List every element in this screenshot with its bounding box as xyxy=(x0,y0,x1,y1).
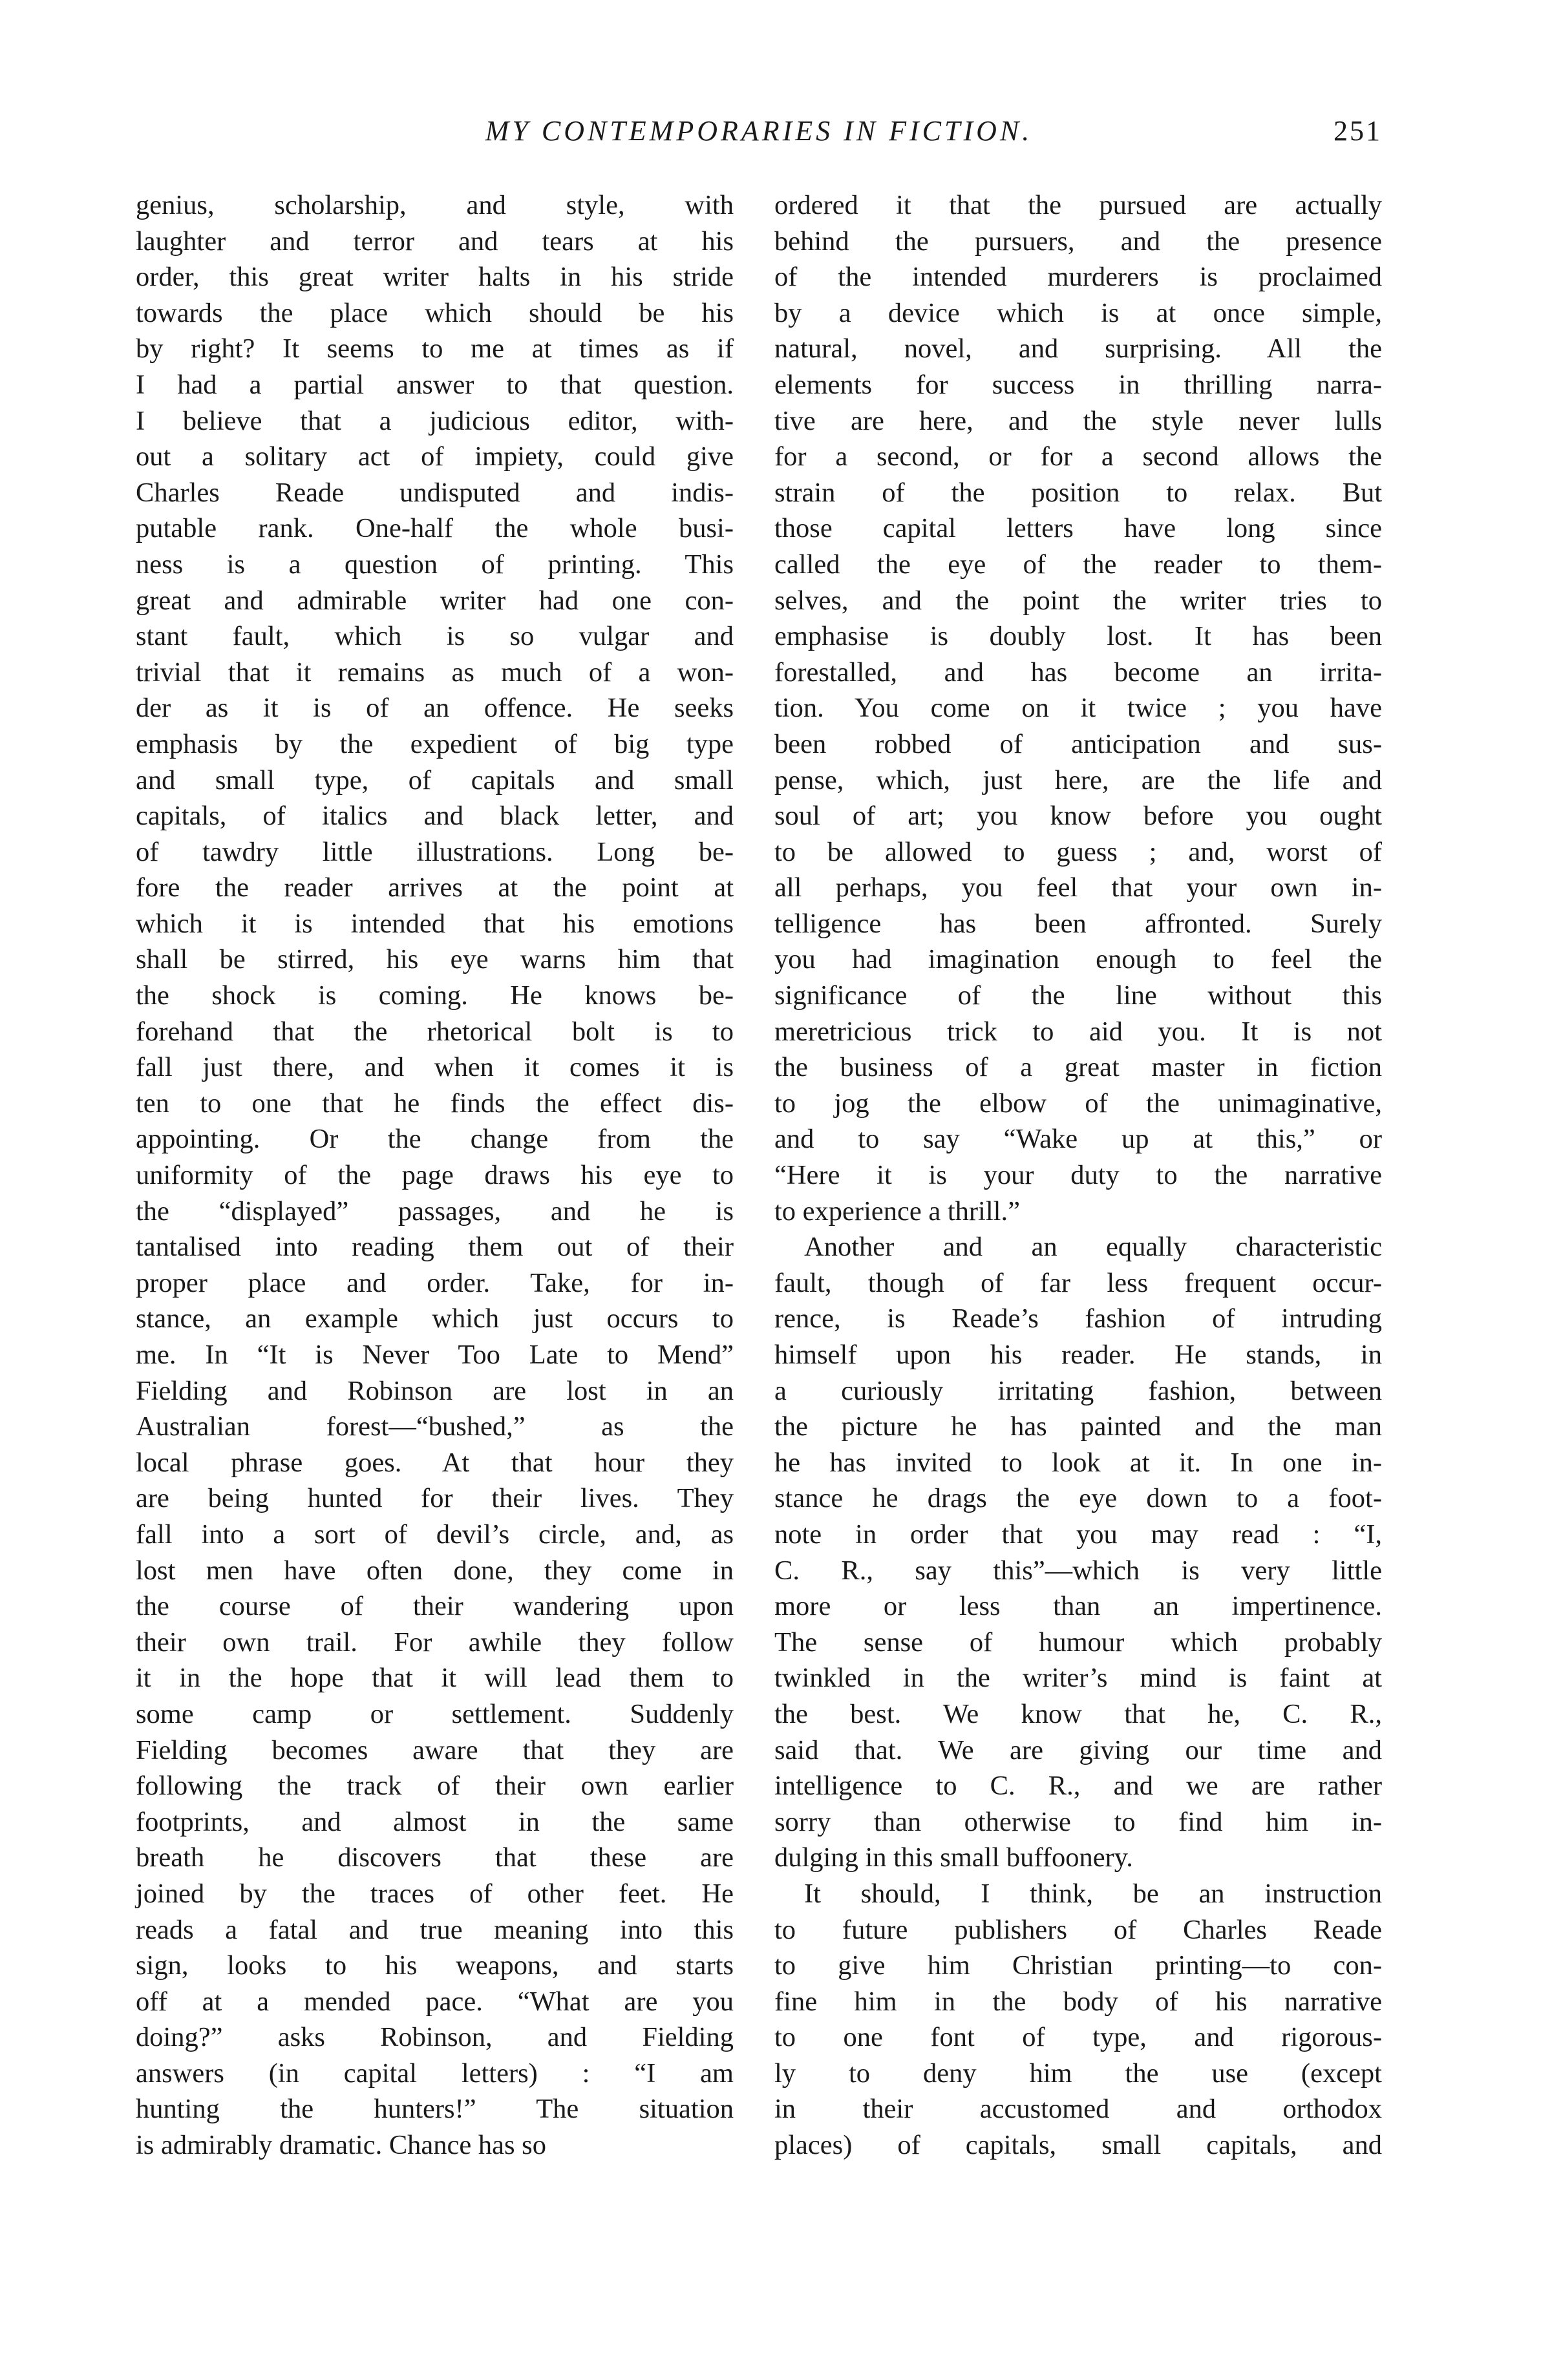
text-line: some camp or settlement. Suddenly xyxy=(136,1698,734,1729)
text-line: it in the hope that it will lead them to xyxy=(136,1663,734,1694)
text-line: strain of the position to relax. But xyxy=(774,477,1382,508)
text-line: Another and an equally characteristic xyxy=(804,1232,1382,1263)
text-line: ly to deny him the use (except xyxy=(774,2058,1382,2089)
text-line: tantalised into reading them out of their xyxy=(136,1232,734,1263)
text-line: local phrase goes. At that hour they xyxy=(136,1447,734,1478)
text-line: Charles Reade undisputed and indis- xyxy=(136,477,734,508)
text-line: which it is intended that his emotions xyxy=(136,908,734,939)
text-line: der as it is of an offence. He seeks xyxy=(136,693,734,724)
text-line: their own trail. For awhile they follow xyxy=(136,1627,734,1658)
text-line: meretricious trick to aid you. It is not xyxy=(774,1016,1382,1047)
text-line: out a solitary act of impiety, could give xyxy=(136,441,734,472)
text-line: of the intended murderers is proclaimed xyxy=(774,262,1382,293)
text-line: himself upon his reader. He stands, in xyxy=(774,1340,1382,1370)
text-line: fall into a sort of devil’s circle, and, as xyxy=(136,1519,734,1550)
text-line: breath he discovers that these are xyxy=(136,1842,734,1873)
text-line: the business of a great master in fiction xyxy=(774,1052,1382,1083)
text-line: “Here it is your duty to the narrative xyxy=(774,1160,1382,1191)
text-line: forehand that the rhetorical bolt is to xyxy=(136,1016,734,1047)
text-line: in their accustomed and orthodox xyxy=(774,2094,1382,2125)
text-line: me. In “It is Never Too Late to Mend” xyxy=(136,1340,734,1370)
text-line: the shock is coming. He knows be- xyxy=(136,980,734,1011)
text-line: It should, I think, be an instruction xyxy=(804,1878,1382,1909)
text-line: tion. You come on it twice ; you have xyxy=(774,693,1382,724)
text-line: Australian forest—“bushed,” as the xyxy=(136,1411,734,1442)
text-line: telligence has been affronted. Surely xyxy=(774,908,1382,939)
text-line: of tawdry little illustrations. Long be- xyxy=(136,836,734,867)
text-line: I believe that a judicious editor, with- xyxy=(136,405,734,436)
text-line: are being hunted for their lives. They xyxy=(136,1483,734,1514)
text-line: sorry than otherwise to find him in- xyxy=(774,1806,1382,1837)
text-line: Fielding becomes aware that they are xyxy=(136,1734,734,1765)
text-line: to jog the elbow of the unimaginative, xyxy=(774,1088,1382,1119)
text-line: for a second, or for a second allows the xyxy=(774,441,1382,472)
text-line: forestalled, and has become an irrita- xyxy=(774,657,1382,688)
text-line: stance he drags the eye down to a foot- xyxy=(774,1483,1382,1514)
text-line: the picture he has painted and the man xyxy=(774,1411,1382,1442)
text-line: the “displayed” passages, and he is xyxy=(136,1195,734,1227)
text-line: proper place and order. Take, for in- xyxy=(136,1267,734,1298)
text-line: been robbed of anticipation and sus- xyxy=(774,728,1382,759)
text-line: intelligence to C. R., and we are rather xyxy=(774,1771,1382,1802)
text-line: a curiously irritating fashion, between xyxy=(774,1375,1382,1406)
text-line: tive are here, and the style never lulls xyxy=(774,405,1382,436)
text-line: by a device which is at once simple, xyxy=(774,297,1382,328)
text-line: putable rank. One-half the whole busi- xyxy=(136,513,734,544)
left-text-column xyxy=(136,187,734,2164)
text-line: those capital letters have long since xyxy=(774,513,1382,544)
text-line: appointing. Or the change from the xyxy=(136,1124,734,1155)
text-line: dulging in this small buffoonery. xyxy=(774,1842,1133,1873)
text-line: significance of the line without this xyxy=(774,980,1382,1011)
text-line: to experience a thrill.” xyxy=(774,1195,1020,1227)
text-line: The sense of humour which probably xyxy=(774,1627,1382,1658)
text-line: is admirably dramatic. Chance has so xyxy=(136,2130,546,2161)
text-line: shall be stirred, his eye warns him that xyxy=(136,944,734,975)
text-line: trivial that it remains as much of a won- xyxy=(136,657,734,688)
text-line: all perhaps, you feel that your own in- xyxy=(774,872,1382,903)
text-line: lost men have often done, they come in xyxy=(136,1555,734,1586)
text-line: off at a mended pace. “What are you xyxy=(136,1986,734,2017)
right-text-column xyxy=(774,187,1382,2164)
text-line: answers (in capital letters) : “I am xyxy=(136,2058,734,2089)
text-line: and small type, of capitals and small xyxy=(136,764,734,795)
text-line: emphasis by the expedient of big type xyxy=(136,728,734,759)
text-line: natural, novel, and surprising. All the xyxy=(774,333,1382,364)
text-line: twinkled in the writer’s mind is faint at xyxy=(774,1663,1382,1694)
text-line: following the track of their own earlier xyxy=(136,1771,734,1802)
text-line: genius, scholarship, and style, with xyxy=(136,190,734,220)
running-head xyxy=(136,109,1382,154)
text-line: pense, which, just here, are the life and xyxy=(774,764,1382,795)
text-line: towards the place which should be his xyxy=(136,297,734,328)
text-line: hunting the hunters!” The situation xyxy=(136,2094,734,2125)
text-line: more or less than an impertinence. xyxy=(774,1591,1382,1622)
text-line: said that. We are giving our time and xyxy=(774,1734,1382,1765)
text-line: fault, though of far less frequent occur- xyxy=(774,1267,1382,1298)
text-line: places) of capitals, small capitals, and xyxy=(774,2130,1382,2161)
text-line: selves, and the point the writer tries to xyxy=(774,585,1382,616)
text-line: fore the reader arrives at the point at xyxy=(136,872,734,903)
text-line: called the eye of the reader to them- xyxy=(774,549,1382,580)
text-line: note in order that you may read : “I, xyxy=(774,1519,1382,1550)
text-line: fine him in the body of his narrative xyxy=(774,1986,1382,2017)
text-line: uniformity of the page draws his eye to xyxy=(136,1160,734,1191)
text-line: laughter and terror and tears at his xyxy=(136,226,734,257)
text-line: rence, is Reade’s fashion of intruding xyxy=(774,1303,1382,1334)
running-title: MY CONTEMPORARIES IN FICTION. xyxy=(485,115,1033,147)
text-line: to give him Christian printing—to con- xyxy=(774,1950,1382,1981)
text-line: order, this great writer halts in his stride xyxy=(136,262,734,293)
text-line: reads a fatal and true meaning into this xyxy=(136,1914,734,1945)
text-line: by right? It seems to me at times as if xyxy=(136,333,734,364)
text-line: the course of their wandering upon xyxy=(136,1591,734,1622)
text-line: C. R., say this”—which is very little xyxy=(774,1555,1382,1586)
text-line: behind the pursuers, and the presence xyxy=(774,226,1382,257)
text-line: ten to one that he finds the effect dis- xyxy=(136,1088,734,1119)
text-line: and to say “Wake up at this,” or xyxy=(774,1124,1382,1155)
text-line: fall just there, and when it comes it is xyxy=(136,1052,734,1083)
text-line: I had a partial answer to that question. xyxy=(136,369,734,400)
text-line: sign, looks to his weapons, and starts xyxy=(136,1950,734,1981)
text-line: to future publishers of Charles Reade xyxy=(774,1914,1382,1945)
text-line: doing?” asks Robinson, and Fielding xyxy=(136,2022,734,2053)
page-number: 251 xyxy=(1334,115,1382,147)
text-line: Fielding and Robinson are lost in an xyxy=(136,1375,734,1406)
text-line: ordered it that the pursued are actually xyxy=(774,190,1382,220)
text-line: great and admirable writer had one con- xyxy=(136,585,734,616)
text-line: footprints, and almost in the same xyxy=(136,1806,734,1837)
text-line: soul of art; you know before you ought xyxy=(774,801,1382,832)
text-line: stance, an example which just occurs to xyxy=(136,1303,734,1334)
text-line: you had imagination enough to feel the xyxy=(774,944,1382,975)
text-line: the best. We know that he, C. R., xyxy=(774,1698,1382,1729)
text-line: he has invited to look at it. In one in- xyxy=(774,1447,1382,1478)
text-line: capitals, of italics and black letter, and xyxy=(136,801,734,832)
text-line: ness is a question of printing. This xyxy=(136,549,734,580)
text-line: elements for success in thrilling narra- xyxy=(774,369,1382,400)
text-line: to one font of type, and rigorous- xyxy=(774,2022,1382,2053)
text-line: stant fault, which is so vulgar and xyxy=(136,621,734,652)
text-line: emphasise is doubly lost. It has been xyxy=(774,621,1382,652)
text-line: joined by the traces of other feet. He xyxy=(136,1878,734,1909)
text-line: to be allowed to guess ; and, worst of xyxy=(774,836,1382,867)
